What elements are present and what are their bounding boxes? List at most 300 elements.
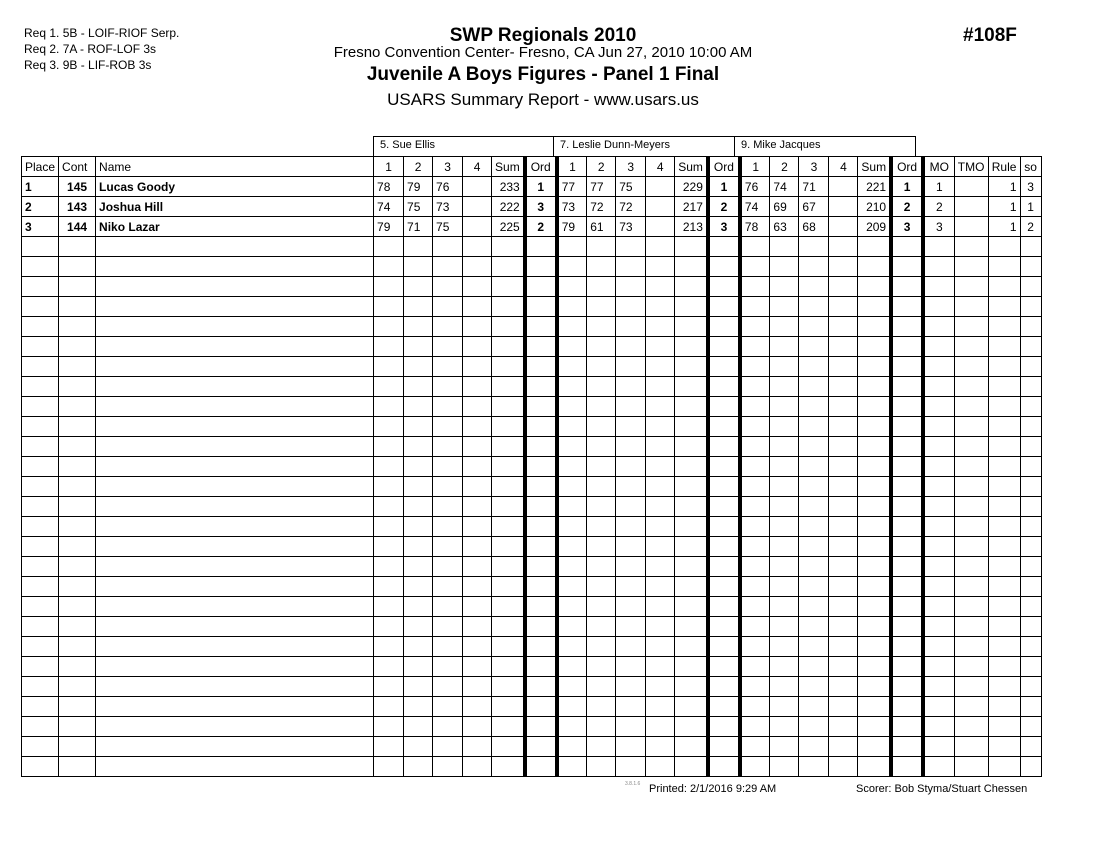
col-j3-1: 1 [740,157,770,177]
score-cell [463,657,492,677]
ordinal-cell [525,417,557,437]
empty-row [22,657,1042,677]
ordinal-cell [525,237,557,257]
rule-cell [988,277,1020,297]
name-cell [96,517,374,537]
score-cell [646,237,675,257]
empty-row [22,717,1042,737]
rule-cell [988,377,1020,397]
score-cell [463,217,492,237]
col-j1-1: 1 [374,157,404,177]
mo-cell [923,657,954,677]
mo-cell [923,577,954,597]
score-cell [770,677,799,697]
score-cell [404,557,433,577]
empty-row [22,637,1042,657]
cont-cell [59,277,96,297]
ordinal-cell [525,597,557,617]
cont-cell [59,237,96,257]
score-cell [740,737,770,757]
sum-cell [858,437,891,457]
sum-cell [675,437,708,457]
empty-row [22,257,1042,277]
sum-cell [492,437,525,457]
ordinal-cell [525,537,557,557]
ordinal-cell [891,317,923,337]
score-cell [646,697,675,717]
score-cell [433,617,463,637]
score-cell [646,597,675,617]
place-cell [22,257,59,277]
requirement-3: Req 3. 9B - LIF-ROB 3s [24,58,152,72]
score-cell [829,257,858,277]
sum-cell [492,677,525,697]
mo-cell [923,317,954,337]
sum-cell [492,697,525,717]
cont-cell [59,437,96,457]
score-cell [557,257,587,277]
tmo-cell [954,237,988,257]
cont-cell [59,717,96,737]
score-cell [557,757,587,777]
name-cell [96,437,374,457]
score-cell [587,557,616,577]
ordinal-cell [891,437,923,457]
mo-cell [923,757,954,777]
score-cell [616,597,646,617]
score-cell [587,517,616,537]
ordinal-cell [525,497,557,517]
tmo-cell [954,497,988,517]
name-cell [96,497,374,517]
tmo-cell [954,277,988,297]
rule-cell: 1 [988,177,1020,197]
score-cell [433,757,463,777]
score-cell [770,457,799,477]
ordinal-cell [891,377,923,397]
ordinal-cell [708,637,740,657]
score-cell [829,497,858,517]
sum-cell [858,337,891,357]
score-cell [646,217,675,237]
sum-cell [858,757,891,777]
table-row [22,177,1042,197]
score-cell [433,397,463,417]
tmo-cell [954,397,988,417]
ordinal-cell [891,497,923,517]
ordinal-cell [525,277,557,297]
score-cell [770,497,799,517]
sum-cell [675,497,708,517]
sum-cell [858,397,891,417]
score-cell [433,417,463,437]
sum-cell [675,457,708,477]
score-cell [404,617,433,637]
sum-cell [675,237,708,257]
score-cell [374,737,404,757]
cont-cell [59,577,96,597]
sum-cell [675,317,708,337]
score-cell [799,397,829,417]
col-name: Name [96,157,374,177]
place-cell [22,757,59,777]
score-cell [829,437,858,457]
score-cell: 73 [557,197,587,217]
score-cell [557,417,587,437]
score-cell [433,677,463,697]
sum-cell [492,597,525,617]
empty-row [22,337,1042,357]
ordinal-cell: 2 [525,217,557,237]
score-cell [587,297,616,317]
mo-cell [923,737,954,757]
score-cell [433,517,463,537]
score-cell [587,757,616,777]
name-cell [96,297,374,317]
score-cell [646,357,675,377]
ordinal-cell [891,577,923,597]
ordinal-cell [708,497,740,517]
score-cell [646,757,675,777]
score-cell [404,697,433,717]
cont-cell: 144 [59,217,96,237]
name-cell [96,617,374,637]
sum-cell [492,377,525,397]
score-cell [829,397,858,417]
score-cell [587,417,616,437]
tmo-cell [954,537,988,557]
score-cell [587,337,616,357]
score-cell [799,637,829,657]
score-cell [557,237,587,257]
rule-cell [988,637,1020,657]
place-cell [22,377,59,397]
ordinal-cell [708,277,740,297]
ordinal-cell [525,637,557,657]
score-cell [770,657,799,677]
cont-cell [59,377,96,397]
score-cell [770,437,799,457]
sum-cell [492,477,525,497]
so-cell [1020,417,1041,437]
sum-cell [492,557,525,577]
cont-cell [59,477,96,497]
mo-cell [923,597,954,617]
ordinal-cell [708,537,740,557]
ordinal-cell [525,617,557,637]
score-cell [557,637,587,657]
so-cell [1020,277,1041,297]
score-cell [616,517,646,537]
sum-cell [858,717,891,737]
score-cell [740,577,770,597]
sum-cell [675,737,708,757]
score-cell [404,597,433,617]
score-cell [829,717,858,737]
score-cell [646,577,675,597]
place-cell [22,317,59,337]
so-cell: 3 [1020,177,1041,197]
score-cell [404,757,433,777]
rule-cell [988,357,1020,377]
cont-cell [59,357,96,377]
score-cell [433,537,463,557]
score-cell [799,737,829,757]
score-cell [404,417,433,437]
score-cell [557,537,587,557]
score-cell [433,657,463,677]
sum-cell [675,297,708,317]
so-cell [1020,737,1041,757]
cont-cell [59,457,96,477]
score-cell [463,197,492,217]
score-cell [587,397,616,417]
name-cell [96,737,374,757]
mo-cell [923,337,954,357]
score-cell [374,597,404,617]
score-cell [433,737,463,757]
score-cell [829,677,858,697]
name-cell [96,757,374,777]
col-j2-4: 4 [646,157,675,177]
score-cell [463,617,492,637]
score-cell [740,497,770,517]
score-cell [740,237,770,257]
score-cell [463,457,492,477]
col-j2-sum: Sum [675,157,708,177]
empty-row [22,477,1042,497]
score-cell [770,377,799,397]
ordinal-cell: 3 [891,217,923,237]
header-row [22,157,1042,177]
col-j2-2: 2 [587,157,616,177]
score-cell [557,397,587,417]
score-cell [463,757,492,777]
cont-cell [59,637,96,657]
place-cell [22,597,59,617]
score-cell [829,317,858,337]
name-cell [96,577,374,597]
name-cell: Lucas Goody [96,177,374,197]
score-cell [740,657,770,677]
score-cell [740,697,770,717]
table-row [22,197,1042,217]
col-j3-2: 2 [770,157,799,177]
sum-cell [858,457,891,477]
tmo-cell [954,417,988,437]
score-cell [433,377,463,397]
score-cell [404,497,433,517]
name-cell: Niko Lazar [96,217,374,237]
score-cell [404,237,433,257]
so-cell [1020,657,1041,677]
score-cell: 72 [616,197,646,217]
cont-cell [59,737,96,757]
score-cell [404,477,433,497]
score-cell [587,357,616,377]
col-j2-ord: Ord [708,157,740,177]
score-cell [404,717,433,737]
score-cell [829,697,858,717]
col-j1-4: 4 [463,157,492,177]
score-cell [799,257,829,277]
score-cell [374,757,404,777]
score-cell: 71 [404,217,433,237]
empty-row [22,457,1042,477]
score-cell: 73 [433,197,463,217]
score-cell [799,437,829,457]
place-cell [22,737,59,757]
empty-row [22,397,1042,417]
name-cell: Joshua Hill [96,197,374,217]
ordinal-cell [525,377,557,397]
score-cell [799,357,829,377]
cont-cell [59,537,96,557]
score-cell [799,617,829,637]
score-cell [616,417,646,437]
rule-cell [988,697,1020,717]
score-cell [557,297,587,317]
sum-cell [492,537,525,557]
score-cell [770,537,799,557]
score-cell [829,577,858,597]
score-cell [799,657,829,677]
so-cell [1020,437,1041,457]
mo-cell [923,497,954,517]
score-cell [463,497,492,517]
sum-cell [858,297,891,317]
ordinal-cell [525,677,557,697]
sum-cell [492,237,525,257]
place-cell [22,517,59,537]
score-cell [799,377,829,397]
score-cell [740,517,770,537]
sum-cell [675,257,708,277]
tmo-cell [954,577,988,597]
sum-cell [675,357,708,377]
ordinal-cell [708,677,740,697]
so-cell [1020,697,1041,717]
score-cell [433,497,463,517]
cont-cell [59,617,96,637]
col-j3-ord: Ord [891,157,923,177]
sum-cell [858,657,891,677]
tmo-cell [954,257,988,277]
mo-cell [923,477,954,497]
rule-cell [988,257,1020,277]
sum-cell [492,757,525,777]
score-cell [740,317,770,337]
ordinal-cell [891,737,923,757]
ordinal-cell [525,477,557,497]
score-cell [374,417,404,437]
score-cell [557,477,587,497]
sum-cell [675,677,708,697]
score-cell [646,557,675,577]
score-cell [646,737,675,757]
ordinal-cell [891,477,923,497]
score-cell: 76 [740,177,770,197]
tmo-cell [954,717,988,737]
score-cell [433,277,463,297]
sum-cell [492,617,525,637]
name-cell [96,257,374,277]
name-cell [96,477,374,497]
sum-cell [858,637,891,657]
score-cell [587,737,616,757]
cont-cell [59,257,96,277]
score-cell [433,257,463,277]
ordinal-cell [708,657,740,677]
ordinal-cell: 1 [708,177,740,197]
place-cell [22,617,59,637]
score-cell [829,217,858,237]
sum-cell [858,257,891,277]
sum-cell [492,717,525,737]
score-cell [587,457,616,477]
score-cell [770,397,799,417]
so-cell: 1 [1020,197,1041,217]
so-cell [1020,517,1041,537]
sum-cell: 229 [675,177,708,197]
ordinal-cell [525,717,557,737]
score-cell [587,617,616,637]
rule-cell [988,437,1020,457]
ordinal-cell [525,457,557,477]
score-cell [799,497,829,517]
printed-timestamp: Printed: 2/1/2016 9:29 AM [649,783,777,795]
place-cell [22,537,59,557]
score-cell [770,577,799,597]
ordinal-cell [525,437,557,457]
score-cell [557,657,587,677]
sum-cell [858,577,891,597]
name-cell [96,657,374,677]
rule-cell [988,537,1020,557]
score-cell [799,297,829,317]
score-cell [829,277,858,297]
cont-cell: 145 [59,177,96,197]
sum-cell [858,377,891,397]
empty-row [22,737,1042,757]
score-cell [740,537,770,557]
score-cell [463,337,492,357]
so-cell [1020,557,1041,577]
ordinal-cell [891,557,923,577]
so-cell [1020,257,1041,277]
sum-cell: 225 [492,217,525,237]
ordinal-cell [891,597,923,617]
score-cell [374,617,404,637]
empty-row [22,597,1042,617]
score-cell [587,717,616,737]
score-cell [799,237,829,257]
name-cell [96,557,374,577]
mo-cell [923,697,954,717]
place-cell [22,657,59,677]
score-cell [463,577,492,597]
cont-cell [59,337,96,357]
score-cell [557,357,587,377]
sum-cell [858,697,891,717]
ordinal-cell [525,557,557,577]
sum-cell [858,617,891,637]
so-cell [1020,357,1041,377]
score-cell: 68 [799,217,829,237]
score-cell [374,377,404,397]
score-cell [587,697,616,717]
so-cell [1020,577,1041,597]
